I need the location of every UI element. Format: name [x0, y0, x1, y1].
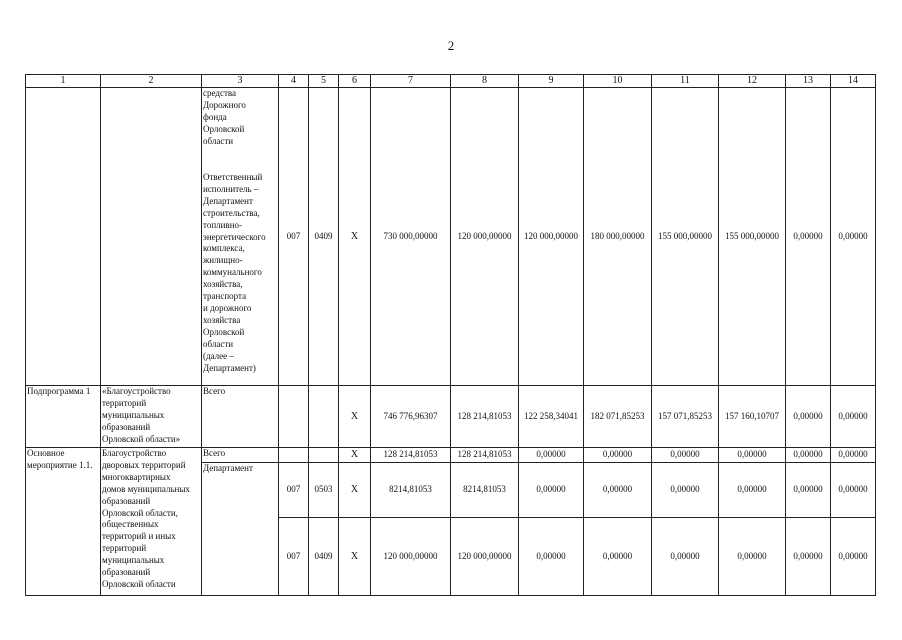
grbs-code-cell: [279, 448, 309, 463]
value-cell: 8214,81053: [451, 463, 519, 518]
column-header: 8: [451, 75, 519, 88]
responsible-executor-text: Ответственный исполнитель – Департамент строительства, топливно- энергетического комплекса, жилищно- коммунального хозяйства, транспорта и дорожного хозяйства Орловской области (далее – Департамент): [203, 172, 266, 373]
grbs-code-cell: 007: [279, 518, 309, 596]
rzpr-code-cell: 0409: [309, 88, 339, 386]
column-header: 7: [371, 75, 451, 88]
column-header: 6: [339, 75, 371, 88]
column-header: 13: [786, 75, 831, 88]
value-cell: 0,00000: [786, 448, 831, 463]
csr-code-cell: X: [339, 448, 371, 463]
value-cell: 0,00000: [719, 448, 786, 463]
program-name-cell: [101, 88, 202, 386]
column-header: 3: [202, 75, 279, 88]
grbs-code-cell: [279, 386, 309, 448]
value-cell: 122 258,34041: [519, 386, 584, 448]
program-status-cell: Основное мероприятие 1.1.: [26, 448, 101, 596]
csr-code-cell: X: [339, 518, 371, 596]
value-cell: 0,00000: [831, 448, 876, 463]
rzpr-code-cell: [309, 386, 339, 448]
table-row: [26, 448, 876, 463]
value-cell: 0,00000: [652, 463, 719, 518]
value-cell: 0,00000: [786, 518, 831, 596]
column-header: 11: [652, 75, 719, 88]
program-status-cell: Подпрограмма 1: [26, 386, 101, 448]
csr-code-cell: X: [339, 463, 371, 518]
value-cell: 0,00000: [831, 88, 876, 386]
value-cell: 182 071,85253: [584, 386, 652, 448]
value-cell: 0,00000: [519, 448, 584, 463]
value-cell: 157 071,85253: [652, 386, 719, 448]
column-header: 4: [279, 75, 309, 88]
value-cell: 0,00000: [786, 386, 831, 448]
value-cell: 0,00000: [519, 518, 584, 596]
csr-code-cell: X: [339, 386, 371, 448]
column-header: 14: [831, 75, 876, 88]
value-cell: 0,00000: [831, 386, 876, 448]
total-value-cell: 8214,81053: [371, 463, 451, 518]
value-cell: 180 000,00000: [584, 88, 652, 386]
funding-source-text: средства Дорожного фонда Орловской области: [203, 88, 246, 146]
value-cell: 0,00000: [786, 463, 831, 518]
value-cell: 0,00000: [719, 518, 786, 596]
program-name-cell: Благоустройство дворовых территорий многоквартирных домов муниципальных образований Орловской области, общественных территорий и иных территорий муниципальных образований Орловской области: [101, 448, 202, 596]
value-cell: 155 000,00000: [719, 88, 786, 386]
value-cell: 0,00000: [584, 448, 652, 463]
total-value-cell: 746 776,96307: [371, 386, 451, 448]
budget-table: [25, 74, 876, 596]
page-number: 2: [447, 38, 455, 53]
value-cell: 120 000,00000: [451, 88, 519, 386]
executor-cell: [202, 88, 279, 386]
column-header: 1: [26, 75, 101, 88]
value-cell: 155 000,00000: [652, 88, 719, 386]
value-cell: 128 214,81053: [451, 448, 519, 463]
value-cell: 0,00000: [831, 518, 876, 596]
column-numbers-row: [26, 75, 876, 88]
value-cell: 0,00000: [831, 463, 876, 518]
table-row: [26, 88, 876, 386]
executor-cell: Всего: [202, 448, 279, 463]
csr-code-cell: X: [339, 88, 371, 386]
rzpr-code-cell: [309, 448, 339, 463]
value-cell: 0,00000: [519, 463, 584, 518]
value-cell: 120 000,00000: [519, 88, 584, 386]
table-row: [26, 386, 876, 448]
value-cell: 0,00000: [719, 463, 786, 518]
program-status-cell: [26, 88, 101, 386]
value-cell: 0,00000: [652, 448, 719, 463]
value-cell: 0,00000: [652, 518, 719, 596]
column-header: 5: [309, 75, 339, 88]
grbs-code-cell: 007: [279, 88, 309, 386]
grbs-code-cell: 007: [279, 463, 309, 518]
column-header: 9: [519, 75, 584, 88]
executor-cell: Департамент: [202, 463, 279, 596]
executor-cell: Всего: [202, 386, 279, 448]
column-header: 12: [719, 75, 786, 88]
value-cell: 0,00000: [584, 518, 652, 596]
total-value-cell: 128 214,81053: [371, 448, 451, 463]
total-value-cell: 120 000,00000: [371, 518, 451, 596]
program-name-cell: «Благоустройство территорий муниципальных образований Орловской области»: [101, 386, 202, 448]
value-cell: 120 000,00000: [451, 518, 519, 596]
rzpr-code-cell: 0409: [309, 518, 339, 596]
value-cell: 128 214,81053: [451, 386, 519, 448]
total-value-cell: 730 000,00000: [371, 88, 451, 386]
value-cell: 0,00000: [786, 88, 831, 386]
column-header: 10: [584, 75, 652, 88]
value-cell: 0,00000: [584, 463, 652, 518]
rzpr-code-cell: 0503: [309, 463, 339, 518]
value-cell: 157 160,10707: [719, 386, 786, 448]
column-header: 2: [101, 75, 202, 88]
